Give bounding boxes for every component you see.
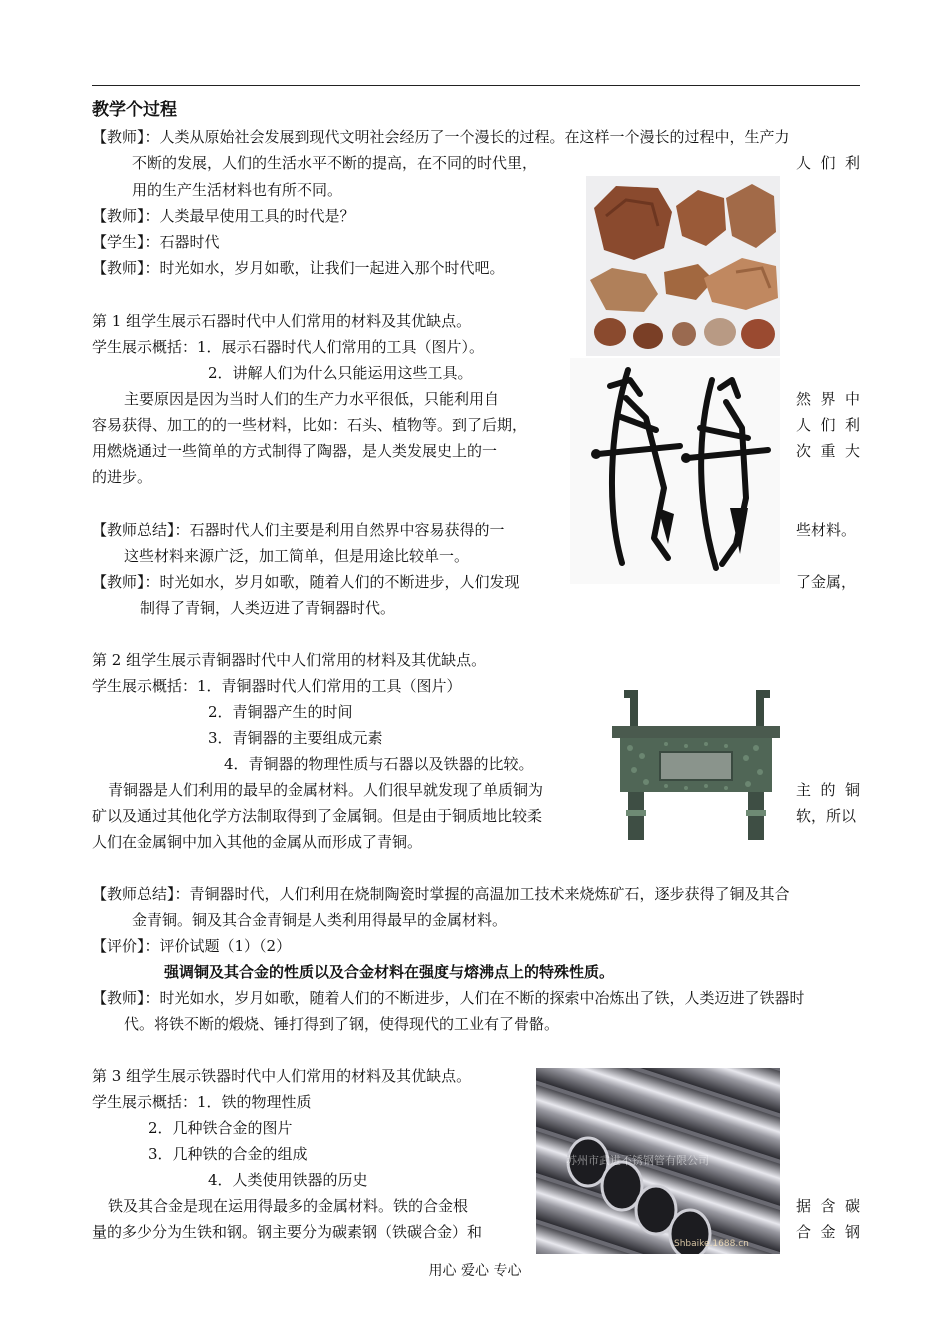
paragraph-line-right: 了金属， bbox=[796, 573, 857, 591]
paragraph-line: 2．几种铁合金的图片 bbox=[148, 1119, 293, 1137]
paragraph-line: 用的生产生活材料也有所不同。 bbox=[132, 181, 343, 199]
paragraph-line: 学生展示概括：1．铁的物理性质 bbox=[92, 1093, 312, 1111]
paragraph-line-right: 然 界 中 bbox=[796, 390, 860, 408]
paragraph-line: 这些材料来源广泛，加工简单，但是用途比较单一。 bbox=[124, 547, 470, 565]
paragraph-line: 2．讲解人们为什么只能运用这些工具。 bbox=[208, 364, 473, 382]
paragraph-line: 主要原因是因为当时人们的生产力水平很低，只能利用自 bbox=[124, 390, 500, 408]
section-title: 教学个过程 bbox=[92, 100, 177, 120]
paragraph-line: 量的多少分为生铁和钢。钢主要分为碳素钢（铁碳合金）和 bbox=[92, 1223, 483, 1241]
paragraph-line: 【教师】：人类从原始社会发展到现代文明社会经历了一个漫长的过程。在这样一个漫长的过程中，生产力 bbox=[92, 128, 790, 146]
paragraph-line: 矿以及通过其他化学方法制取得到了金属铜。但是由于铜质地比较柔 bbox=[92, 807, 543, 825]
paragraph-line: 用燃烧通过一些简单的方式制得了陶器，是人类发展史上的一 bbox=[92, 442, 498, 460]
paragraph-line-right: 次 重 大 bbox=[796, 442, 860, 460]
paragraph-line: 第 3 组学生展示铁器时代中人们常用的材料及其优缺点。 bbox=[92, 1067, 472, 1085]
paragraph-line: 容易获得、加工的的一些材料，比如：石头、植物等。到了后期， bbox=[92, 416, 528, 434]
paragraph-line-right: 些材料。 bbox=[796, 521, 857, 539]
paragraph-line-right: 人 们 利 bbox=[796, 416, 860, 434]
paragraph-line-right: 主 的 铜 bbox=[796, 781, 860, 799]
stone-tools-illustration bbox=[586, 176, 780, 356]
paragraph-line: 第 2 组学生展示青铜器时代中人们常用的材料及其优缺点。 bbox=[92, 651, 487, 669]
steel-watermark-url: Shbaike.1688.cn bbox=[674, 1239, 749, 1249]
paragraph-line-right: 软，所以 bbox=[796, 807, 857, 825]
paragraph-line: 【教师总结】：石器时代人们主要是利用自然界中容易获得的一 bbox=[92, 521, 505, 539]
paragraph-line: 学生展示概括：1．展示石器时代人们常用的工具（图片）。 bbox=[92, 338, 485, 356]
paragraph-line: 4．人类使用铁器的历史 bbox=[208, 1171, 368, 1189]
paragraph-line: 【教师】：时光如水，岁月如歌，随着人们的不断进步，人们发现 bbox=[92, 573, 520, 591]
paragraph-line: 金青铜。铜及其合金青铜是人类利用得最早的金属材料。 bbox=[132, 911, 508, 929]
paragraph-line: 3．青铜器的主要组成元素 bbox=[208, 729, 383, 747]
paragraph-line: 【教师】：人类最早使用工具的时代是？ bbox=[92, 207, 355, 225]
paragraph-line: 2．青铜器产生的时间 bbox=[208, 703, 353, 721]
bronze-ding-image bbox=[606, 686, 786, 846]
paragraph-line: 4．青铜器的物理性质与石器以及铁器的比较。 bbox=[224, 755, 534, 773]
paragraph-line: 代。将铁不断的煅烧、锤打得到了钢，使得现代的工业有了骨骼。 bbox=[124, 1015, 560, 1033]
bronze-ding-illustration bbox=[606, 686, 786, 846]
paragraph-line-right: 据 含 碳 bbox=[796, 1197, 860, 1215]
paragraph-line: 【教师】：时光如水，岁月如歌，让我们一起进入那个时代吧。 bbox=[92, 259, 505, 277]
paragraph-line: 青铜器是人们利用的最早的金属材料。人们很早就发现了单质铜为 bbox=[108, 781, 544, 799]
header-rule bbox=[92, 85, 860, 86]
steel-pipes-image bbox=[536, 1068, 780, 1254]
paragraph-line: 制得了青铜，人类迈进了青铜器时代。 bbox=[140, 599, 396, 617]
paragraph-line: 人们在金属铜中加入其他的金属从而形成了青铜。 bbox=[92, 833, 423, 851]
rock-painting-illustration bbox=[570, 358, 780, 584]
paragraph-line: 【评价】：评价试题（1）（2） bbox=[92, 937, 292, 955]
page-footer: 用心 爱心 专心 bbox=[428, 1263, 522, 1279]
steel-watermark: 苏州市武进不锈钢管有限公司 bbox=[566, 1154, 709, 1167]
rock-painting-image bbox=[570, 358, 780, 584]
emphasis-line: 强调铜及其合金的性质以及合金材料在强度与熔沸点上的特殊性质。 bbox=[164, 963, 615, 981]
paragraph-line: 【学生】：石器时代 bbox=[92, 233, 220, 251]
paragraph-line-right: 人 们 利 bbox=[796, 154, 860, 172]
paragraph-line: 第 1 组学生展示石器时代中人们常用的材料及其优缺点。 bbox=[92, 312, 472, 330]
stone-tools-image bbox=[586, 176, 780, 356]
paragraph-line: 的进步。 bbox=[92, 468, 153, 486]
steel-pipes-illustration bbox=[536, 1068, 780, 1254]
paragraph-line: 【教师】：时光如水，岁月如歌，随着人们的不断进步，人们在不断的探索中冶炼出了铁，人类迈进了铁器时 bbox=[92, 989, 805, 1007]
paragraph-line: 学生展示概括：1．青铜器时代人们常用的工具（图片） bbox=[92, 677, 462, 695]
paragraph-line: 3．几种铁的合金的组成 bbox=[148, 1145, 308, 1163]
paragraph-line: 铁及其合金是现在运用得最多的金属材料。铁的合金根 bbox=[108, 1197, 469, 1215]
paragraph-line-right: 合 金 钢 bbox=[796, 1223, 860, 1241]
paragraph-line: 【教师总结】：青铜器时代，人们利用在烧制陶瓷时掌握的高温加工技术来烧炼矿石，逐步获得了铜及其合 bbox=[92, 885, 790, 903]
paragraph-line: 不断的发展，人们的生活水平不断的提高，在不同的时代里， bbox=[132, 154, 538, 172]
